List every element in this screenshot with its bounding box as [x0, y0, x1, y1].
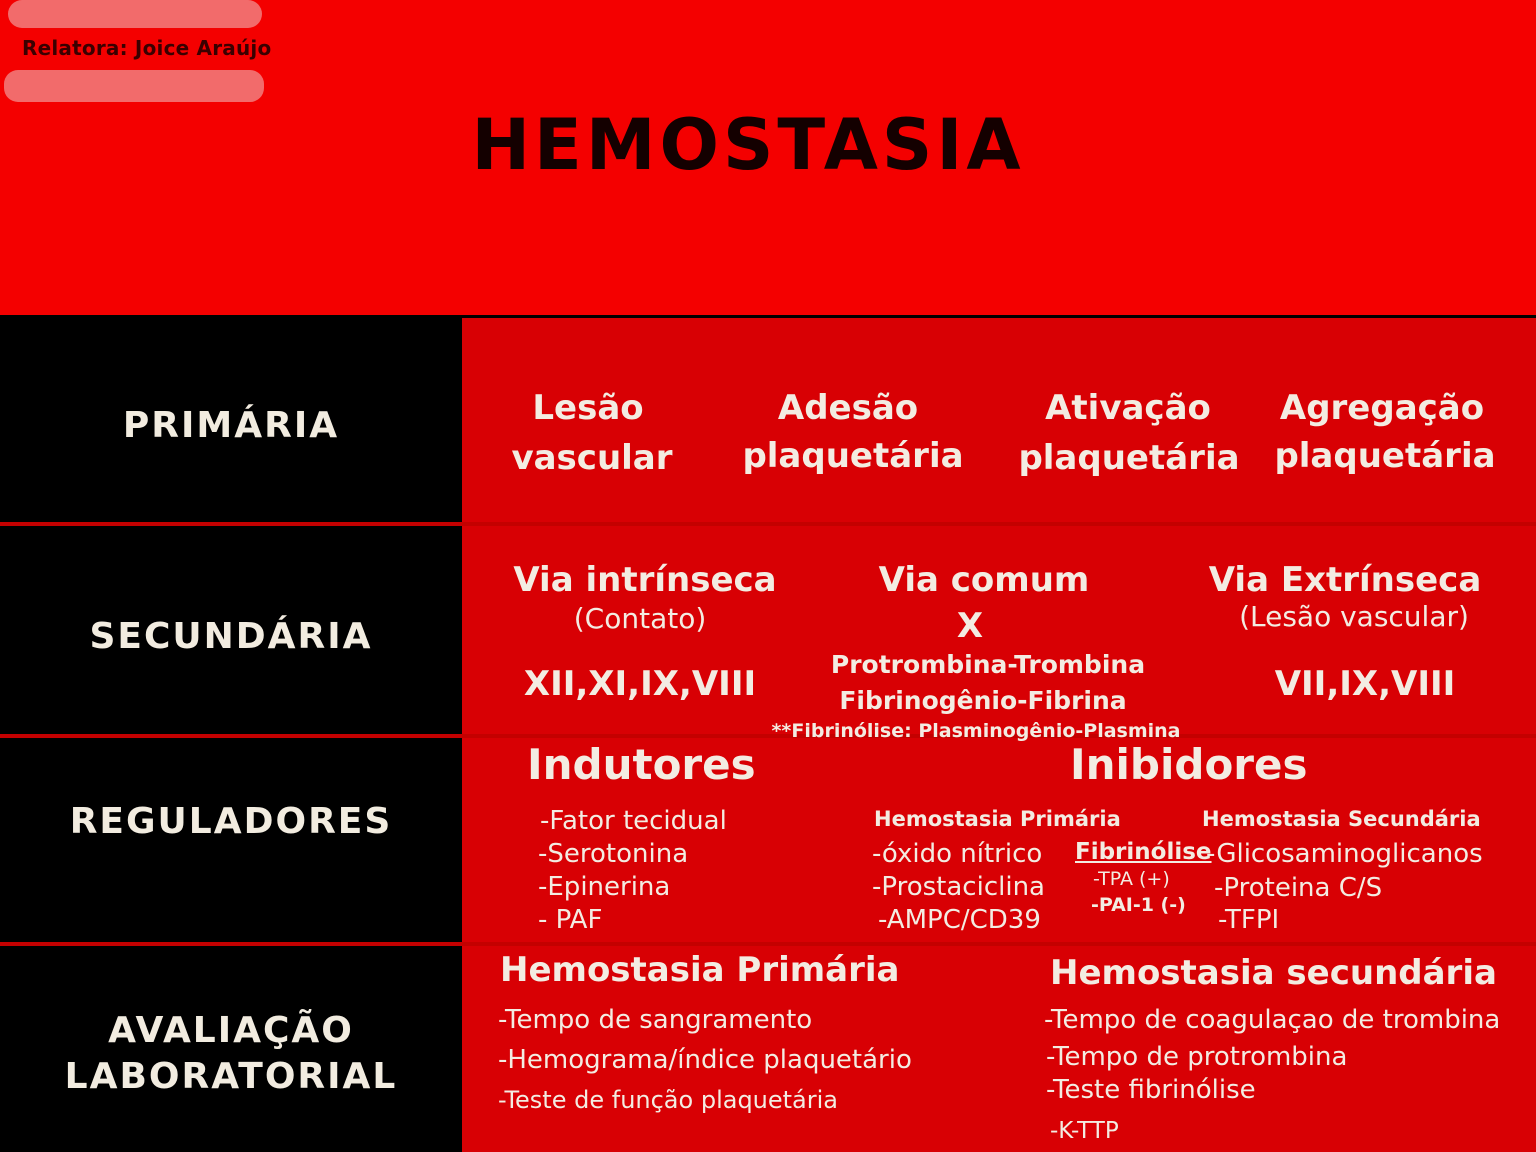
indutor-item: -Epinerina: [538, 872, 671, 902]
indutor-item: -Fator tecidual: [540, 806, 727, 836]
via-intrinseca-sub: (Contato): [573, 602, 707, 635]
via-comum-x: X: [956, 606, 984, 646]
step-agregacao-line1: Agregação: [1279, 388, 1485, 428]
indutor-item: - PAF: [538, 905, 603, 935]
inibidor-primaria-item: -óxido nítrico: [872, 839, 1043, 869]
row-label-secundaria: SECUNDÁRIA: [89, 616, 373, 657]
avaliacao-secundaria-item: -K-TTP: [1050, 1118, 1119, 1144]
avaliacao-secundaria-item: -Tempo de protrombina: [1046, 1042, 1348, 1072]
reporter-name: Relatora: Joice Araújo: [22, 36, 272, 60]
via-extrinseca-title: Via Extrínseca: [1208, 560, 1482, 600]
row-label-primaria: PRIMÁRIA: [122, 405, 340, 446]
redaction-mark-top: [8, 0, 262, 28]
indutor-item: -Serotonina: [538, 839, 689, 869]
fibrinolise-item: -TPA (+): [1093, 868, 1170, 890]
redaction-mark-bottom: [4, 70, 264, 102]
row-label-avaliacao-line2: LABORATORIAL: [64, 1056, 398, 1097]
via-comum-line1: Protrombina-Trombina: [830, 650, 1146, 679]
row-divider-1: [0, 522, 1536, 526]
step-adesao-line1: Adesão: [777, 388, 919, 428]
avaliacao-secundaria-item: -Teste fibrinólise: [1046, 1075, 1256, 1105]
via-extrinseca-sub: (Lesão vascular): [1239, 600, 1469, 633]
fibrinolise-note: **Fibrinólise: Plasminogênio-Plasmina: [771, 720, 1181, 742]
via-comum-title: Via comum: [878, 560, 1090, 600]
step-adesao-line2: plaquetária: [742, 436, 964, 476]
step-lesao-line2: vascular: [511, 438, 673, 478]
via-intrinseca-factors: XII,XI,IX,VIII: [523, 664, 757, 704]
inibidor-secundaria-item: -TFPI: [1218, 905, 1280, 935]
avaliacao-secundaria-item: -Tempo de coagulaçao de trombina: [1044, 1005, 1501, 1035]
inibidores-title: Inibidores: [1070, 740, 1308, 789]
via-comum-line2: Fibrinogênio-Fibrina: [839, 686, 1127, 715]
step-lesao-line1: Lesão: [532, 388, 644, 428]
row-label-reguladores: REGULADORES: [69, 801, 393, 842]
avaliacao-primaria-item: -Teste de função plaquetária: [498, 1086, 839, 1114]
fibrinolise-item: -PAI-1 (-): [1091, 894, 1186, 916]
via-intrinseca-title: Via intrínseca: [513, 560, 777, 600]
avaliacao-primaria-item: -Tempo de sangramento: [498, 1005, 813, 1035]
row-divider-3: [0, 942, 1536, 946]
inibidores-secundaria-title: Hemostasia Secundária: [1202, 807, 1481, 831]
via-extrinseca-factors: VII,IX,VIII: [1274, 664, 1456, 704]
avaliacao-primaria-title: Hemostasia Primária: [500, 950, 900, 990]
inibidores-primaria-title: Hemostasia Primária: [874, 807, 1121, 831]
row-label-avaliacao-line1: AVALIAÇÃO: [108, 1010, 354, 1051]
step-ativacao-line2: plaquetária: [1018, 438, 1240, 478]
avaliacao-secundaria-title: Hemostasia secundária: [1050, 953, 1497, 993]
inibidor-secundaria-item: -Proteina C/S: [1214, 873, 1383, 903]
avaliacao-primaria-item: -Hemograma/índice plaquetário: [498, 1045, 912, 1075]
inibidor-secundaria-item: -Glicosaminoglicanos: [1206, 839, 1483, 869]
page-title-text: HEMOSTASIA: [471, 104, 1025, 186]
page-title: [0, 104, 1536, 186]
fibrinolise-title: Fibrinólise: [1075, 839, 1212, 865]
indutores-title: Indutores: [527, 740, 756, 789]
step-agregacao-line2: plaquetária: [1274, 436, 1496, 476]
step-ativacao-line1: Ativação: [1045, 388, 1211, 428]
inibidor-primaria-item: -Prostaciclina: [872, 872, 1045, 902]
inibidor-primaria-item: -AMPC/CD39: [878, 905, 1041, 935]
